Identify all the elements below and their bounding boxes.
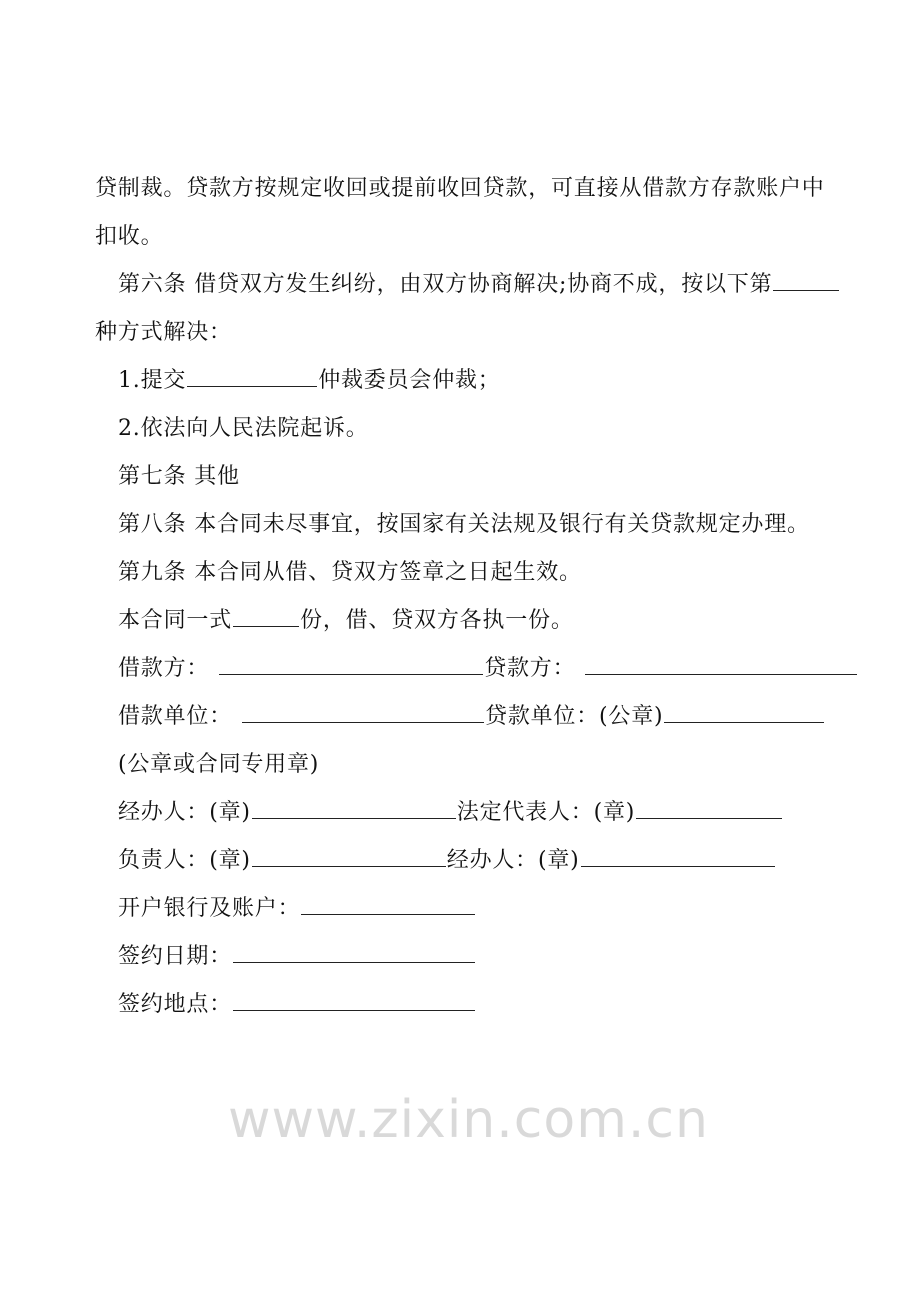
- lender-label: 贷款方：: [484, 656, 576, 681]
- legal-rep-label: 法定代表人：(章): [456, 800, 636, 825]
- seal-note: (公章或合同专用章): [118, 752, 320, 777]
- article-7: 第七条 其他: [118, 464, 240, 489]
- responsible-line: [118, 846, 776, 876]
- paragraph-line: 扣收。: [95, 224, 164, 249]
- paragraph-line: 种方式解决：: [95, 320, 232, 345]
- bank-line: [118, 894, 476, 924]
- handler-line: [118, 798, 783, 828]
- lender-unit-blank: [664, 702, 824, 723]
- arbitration-committee-blank: [187, 366, 317, 387]
- article-6: [118, 270, 840, 300]
- responsible-blank: [252, 846, 446, 867]
- option-1-label: 1.提交: [118, 368, 187, 393]
- place-label: 签约地点：: [118, 992, 233, 1017]
- article-8: 第八条 本合同未尽事宜，按国家有关法规及银行有关贷款规定办理。: [118, 512, 810, 537]
- units-line: [118, 702, 825, 732]
- borrower-unit-blank: [242, 702, 484, 723]
- paragraph-line: 贷制裁。贷款方按规定收回或提前收回贷款，可直接从借款方存款账户中: [95, 176, 825, 201]
- copies-line: [118, 606, 574, 636]
- handler2-label: 经办人：(章): [446, 848, 580, 873]
- place-blank: [233, 990, 475, 1011]
- option-2: 2.依法向人民法院起诉。: [118, 416, 369, 441]
- handler-label: 经办人：(章): [118, 800, 251, 825]
- handler2-blank: [581, 846, 775, 867]
- legal-rep-blank: [636, 798, 782, 819]
- date-label: 签约日期：: [118, 944, 233, 969]
- watermark: www.zixin.com.cn: [228, 1090, 709, 1150]
- bank-label: 开户银行及账户：: [118, 896, 301, 921]
- date-blank: [233, 942, 475, 963]
- copies-text: 份，借、贷双方各执一份。: [300, 608, 574, 633]
- copies-blank: [233, 606, 299, 627]
- option-1-text: 仲裁委员会仲裁；: [318, 368, 501, 393]
- parties-line: [118, 654, 858, 684]
- method-number-blank: [773, 270, 839, 291]
- responsible-label: 负责人：(章): [118, 848, 251, 873]
- date-line: [118, 942, 476, 972]
- lender-unit-label: 贷款单位：(公章): [485, 704, 664, 729]
- borrower-label: 借款方：: [118, 656, 210, 681]
- bank-blank: [301, 894, 475, 915]
- copies-label: 本合同一式: [118, 608, 233, 633]
- borrower-unit-label: 借款单位：: [118, 704, 233, 729]
- option-1: [118, 366, 501, 396]
- handler-blank: [252, 798, 456, 819]
- place-line: [118, 990, 476, 1020]
- article-6-text: 第六条 借贷双方发生纠纷，由双方协商解决;协商不成，按以下第: [118, 272, 773, 297]
- article-9: 第九条 本合同从借、贷双方签章之日起生效。: [118, 560, 582, 585]
- borrower-blank: [219, 654, 483, 675]
- lender-blank: [585, 654, 857, 675]
